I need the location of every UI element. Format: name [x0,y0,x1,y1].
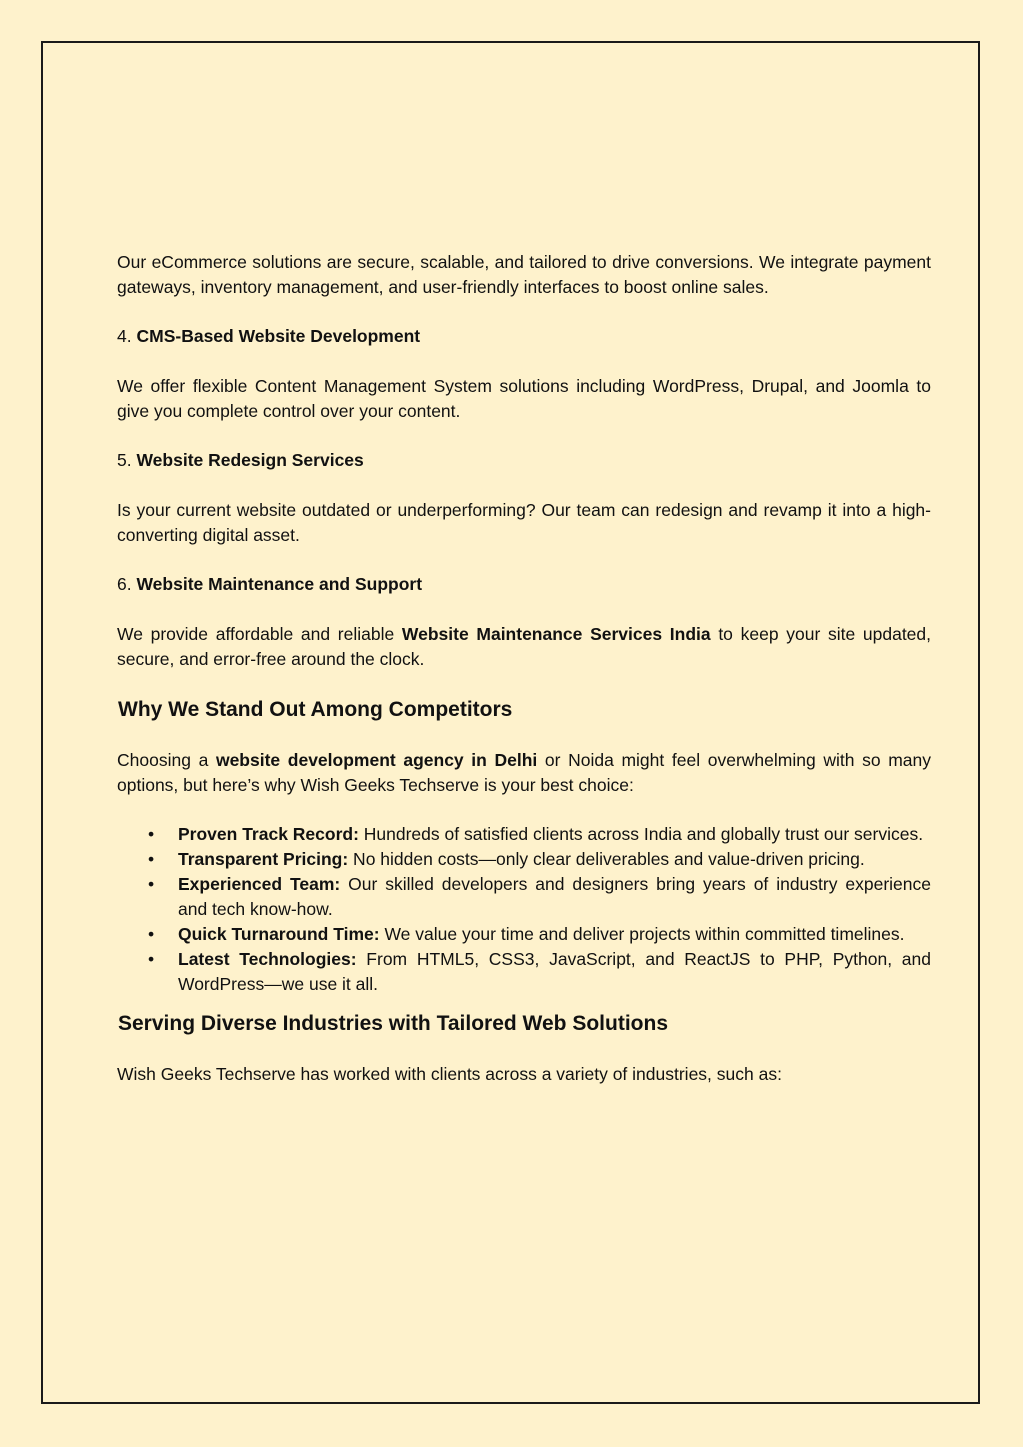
list-item-label: Quick Turnaround Time: [178,924,380,944]
list-item [117,822,931,847]
list-item-label: Transparent Pricing: [178,849,349,869]
list-item [117,847,931,872]
bullet-icon: • [148,874,155,894]
service-heading-redesign [117,448,931,473]
service-number: 4. [117,326,132,346]
list-item-text: From HTML5, CSS3, JavaScript, and ReactJS to PHP, Python, and WordPress—we use it all. [178,949,931,994]
service-title: Website Maintenance and Support [136,574,423,594]
intro-paragraph: Our eCommerce solutions are secure, scalable, and tailored to drive conversions. We integrate payment gateways, inventory management, and user-friendly interfaces to boost online sales. [117,252,931,297]
service-title: Website Redesign Services [136,450,364,470]
document-body [117,250,931,1111]
service-description-redesign: Is your current website outdated or underperforming? Our team can redesign and revamp it into a high-converting digital asset. [117,500,931,545]
keyword-link-text: Website Maintenance Services India [401,624,711,644]
list-item-text: Hundreds of satisfied clients across India and globally trust our services. [358,824,924,844]
standout-intro [117,748,931,798]
list-item-label: Experienced Team: [178,874,341,894]
text-segment: to keep your site updated, secure, and error-free around the clock. [117,624,932,669]
list-item-text: No hidden costs—only clear deliverables and value-driven pricing. [348,849,865,869]
service-description-cms: We offer flexible Content Management System solutions including WordPress, Drupal, and Joomla to give you complete control over your content. [117,376,931,421]
service-heading-cms [117,324,931,349]
text-segment: We provide affordable and reliable [117,624,402,644]
list-item-label: Latest Technologies: [178,949,357,969]
service-number: 6. [117,574,132,594]
section-heading-standout: Why We Stand Out Among Competitors [118,698,513,721]
list-item [117,872,931,922]
list-item-text: We value your time and deliver projects within committed timelines. [379,924,905,944]
text-segment: Choosing a [117,750,216,770]
section-heading-industries: Serving Diverse Industries with Tailored Web Solutions [118,1012,668,1035]
bullet-icon: • [148,849,155,869]
service-heading-maintenance [117,572,931,597]
service-title: CMS-Based Website Development [136,326,421,346]
text-segment: or Noida might feel overwhelming with so many options, but here’s why Wish Geeks Techserve is your best choice: [117,750,931,795]
bullet-icon: • [148,924,155,944]
standout-bullet-list [117,822,931,997]
industries-intro: Wish Geeks Techserve has worked with clients across a variety of industries, such as: [117,1064,782,1084]
bullet-icon: • [148,949,155,969]
service-description-maintenance [117,622,931,672]
list-item-label: Proven Track Record: [178,824,359,844]
list-item [117,947,931,997]
bullet-icon: • [148,824,155,844]
service-number: 5. [117,450,132,470]
list-item [117,922,931,947]
list-item-text: Our skilled developers and designers bring years of industry experience and tech know-how. [178,874,931,919]
keyword-link-text: website development agency in Delhi [215,750,538,770]
